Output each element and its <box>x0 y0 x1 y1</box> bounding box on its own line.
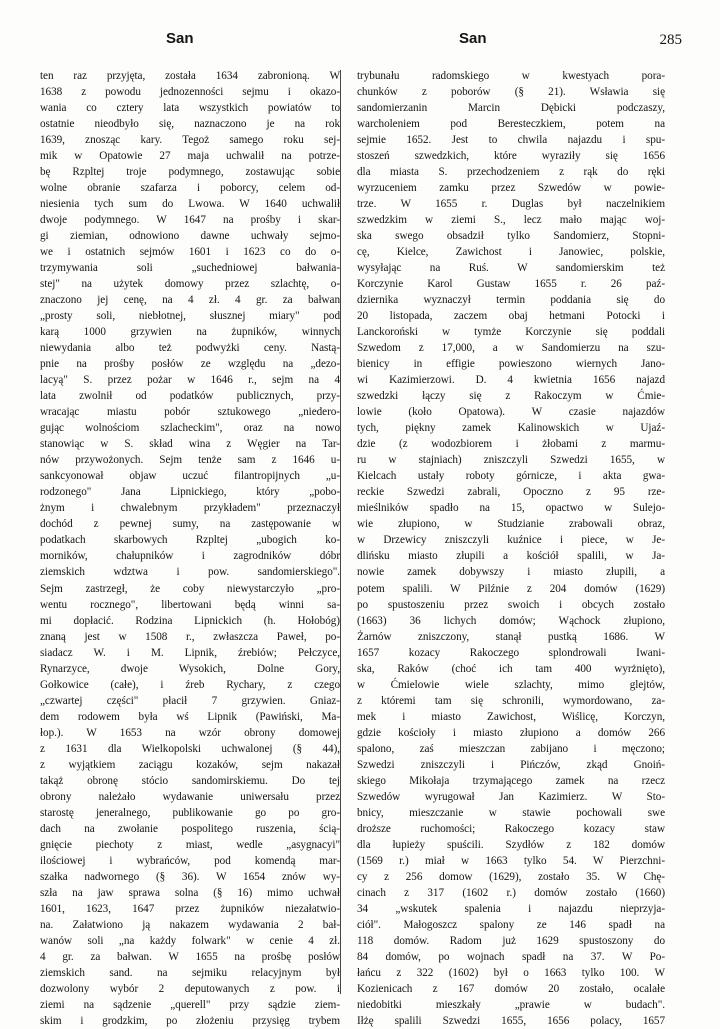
text-line: ilościowej i wybrańców, pod komendą mar- <box>40 854 340 867</box>
text-line: niewydania albo też podwyżki ceny. Nastą- <box>40 342 340 355</box>
text-line: ostatnie nieodbyło się, naznaczono je na rok <box>40 118 340 131</box>
text-line: tych, piękny zamek Kalinowskich w Ujaź- <box>357 422 665 435</box>
text-line: cy z 256 domow (1629), zostało 35. W Chę- <box>357 870 665 883</box>
text-line: gując wolnościom szlacheckim", oraz na nowo <box>40 422 340 435</box>
text-line: ziemskich wdztwa i pow. sandomierskiego". <box>40 566 340 579</box>
text-line: Iłżę spalili Szwedzi 1655, 1656 polacy, 1657 <box>357 1014 665 1027</box>
text-line: wracając miastu pobór sztukowego „niedero- <box>40 406 340 419</box>
text-line: 1601, 1623, 1647 przez żupników niezałatwio- <box>40 902 340 915</box>
text-line: na. Załatwiono ją nakazem wydawania 2 bał- <box>40 918 340 931</box>
text-line: 1657 kozacy Rakoczego splondrowali Iwani- <box>357 646 665 659</box>
text-line: dwoje podymnego. W 1647 na prośby i skar- <box>40 214 340 227</box>
text-line: Kielcach ustały roboty górnicze, i akta gwa- <box>357 470 665 483</box>
text-line: mieślników spadło na 15, opactwo w Sulejo- <box>357 502 665 515</box>
text-line: Sejm zastrzegł, że coby niewystarczyło „pro- <box>40 582 340 595</box>
text-line: Żarnów zniszczony, stanął pustką 1686. W <box>357 630 665 643</box>
text-line: trze. W 1655 r. Duglas był naczelnikiem <box>357 198 665 211</box>
text-line: (1569 r.) miał w 1663 tylko 54. W Pierzchni- <box>357 854 665 867</box>
text-line: w Ćmielowie wiele szlachty, mimo glejtów, <box>357 678 665 691</box>
text-line: spalono, zaś mieszczan zabijano i męczono; <box>357 742 665 755</box>
text-line: z wyjątkiem zaciągu kozaków, sejm nakazał <box>40 758 340 771</box>
text-line: trzymywania soli „suchedniowej bałwania- <box>40 262 340 275</box>
text-line: 118 domów. Radom już 1629 spustoszony do <box>357 934 665 947</box>
text-line: „prosty soli, niebłotnej, słusznej miary" pod <box>40 310 340 323</box>
running-header <box>0 30 720 54</box>
text-line: szwedzki łączy się z Rakoczym w Ćmie- <box>357 390 665 403</box>
text-line: szwedzkim w ziemi S., lecz mało mając woj- <box>357 214 665 227</box>
text-line: morników, chałupników i zagrodników dóbr <box>40 550 340 563</box>
text-line: Lanckoroński w tymże Korczynie się poddali <box>357 326 665 339</box>
text-line: cę, Kielce, Zawichost i Janowiec, polskie, <box>357 246 665 259</box>
text-line: Szwedom z 17,000, a w Sandomierzu na szu- <box>357 342 665 355</box>
text-line: karą 1000 grzywien na żupników, winnych <box>40 326 340 339</box>
text-line: dziernika wyznaczył termin poddania się do <box>357 294 665 307</box>
text-line: „czwartej części" płacił 7 grzywien. Gniaz- <box>40 694 340 707</box>
text-line: droższe ruchomości; Rakoczego kozacy staw <box>357 822 665 835</box>
text-line: pnie na prośby posłów ze względu na „dezo- <box>40 358 340 371</box>
header-left-title: San <box>166 30 194 47</box>
text-line: po spustoszeniu przez swoich i obcych zostało <box>357 598 665 611</box>
text-line: szła na jaw sprawa solna (§ 16) mimo uchwał <box>40 886 340 899</box>
column-divider <box>340 70 341 994</box>
text-line: dochód z pewnej sumy, na zastępowanie w <box>40 518 340 531</box>
text-line: dla miasta S. przechodzeniem z rąk do ręki <box>357 166 665 179</box>
text-line: Szwedzi zniszczyli i Pińczów, zkąd Gnoiń- <box>357 758 665 771</box>
text-line: niesienia tych sum do Lwowa. W 1640 uchwalił <box>40 198 340 211</box>
text-line: 34 „wskutek spalenia i najazdu nieprzyja- <box>357 902 665 915</box>
text-line: starostę jeneralnego, publikowanie go po gro- <box>40 806 340 819</box>
text-line: bę Rzpltej troje podymnego, zostawując sobie <box>40 166 340 179</box>
text-line: skim i grodzkim, po złożeniu przysięg trybem <box>40 1014 340 1027</box>
text-line: dem rodowem była wś Lipnik (Pawiński, Ma- <box>40 710 340 723</box>
text-line: gnięcie piechoty z miast, wedle „asygnacyi" <box>40 838 340 851</box>
text-line: Korczynie Karol Gustaw 1655 r. 26 paź- <box>357 278 665 291</box>
text-line: Gołkowice (całe), i źreb Rychary, z czego <box>40 678 340 691</box>
text-line: obrony należało wydawanie uniwersału przez <box>40 790 340 803</box>
text-line: gi ziemian, odnowiono dawne uchwały sejmo- <box>40 230 340 243</box>
text-line: żnym i chwalebnym przykładem" przeznaczył <box>40 502 340 515</box>
text-line: mek i miasto Zawichost, Wiślicę, Korczyn, <box>357 710 665 723</box>
text-line: stej" na użytek domowy przez szlachtę, o- <box>40 278 340 291</box>
text-line: we i ostatnich sejmów 1601 i 1623 co do o- <box>40 246 340 259</box>
text-line: ziemi na sądzenie „querell" przy sądzie ziem- <box>40 998 340 1011</box>
text-line: Szwedów wyrugował Jan Kazimierz. W Sto- <box>357 790 665 803</box>
text-line: sandomierzanin Marcin Dębicki podczaszy, <box>357 102 665 115</box>
text-line: wentu rocznego", libertowani będą winni sa- <box>40 598 340 611</box>
text-line: rodzonego" Jana Lipnickiego, który „pobo- <box>40 486 340 499</box>
text-line: dla łupieży spuścili. Szydłów z 182 domów <box>357 838 665 851</box>
text-line: wie złupiono, w Studzianie zrabowali obraz, <box>357 518 665 531</box>
text-line: Kozienicach z 167 domów 20 zostało, ocalałe <box>357 982 665 995</box>
text-line: nowie zamek dobywszy i miasto złupili, a <box>357 566 665 579</box>
text-line: stanowiąc w S. skład wina z Węgier na Tar- <box>40 438 340 451</box>
text-line: cinach z 317 (1602 r.) domów zostało (1660) <box>357 886 665 899</box>
text-line: dozwolony wybór 2 deputowanych z pow. i <box>40 982 340 995</box>
text-line: podatkach skarbowych Rzpltej „ubogich ko- <box>40 534 340 547</box>
text-line: lata zwolnił od podatków publicznych, przy- <box>40 390 340 403</box>
text-line: sankcyonował objaw uczuć filantropijnych „u- <box>40 470 340 483</box>
text-line: trybunału radomskiego w kwestyach pora- <box>357 70 665 82</box>
text-line: 20 listopada, zaczem obaj hetmani Potocki i <box>357 310 665 323</box>
text-line: siadacz W. i M. Lipnik, źrebiów; Pełczyce, <box>40 646 340 659</box>
text-line: chunków z poborów (§ 21). Wsławia się <box>357 86 665 99</box>
text-line: stoszeń szwedzkich, które wyraziły się 1656 <box>357 150 665 163</box>
text-line: łop.). W 1653 na wzór obrony domowej <box>40 726 340 739</box>
text-line: wysyłając na Ruś. W sandomierskim też <box>357 262 665 275</box>
text-line: Rynarzyce, dwoje Wysokich, Dolne Gory, <box>40 662 340 675</box>
text-line: sejmie 1652. Jest to chwila najazdu i spu- <box>357 134 665 147</box>
left-column-text <box>40 68 340 1029</box>
text-line: znaną jest w 1508 r., zwłaszcza Paweł, po- <box>40 630 340 643</box>
text-line: niedobitki mieszkały „prawie w budach". <box>357 998 665 1011</box>
text-line: łańcu z 322 (1602) był o 1663 tylko 100. W <box>357 966 665 979</box>
text-line: dlińsku miasto złupili a kościół spalili, w Ja- <box>357 550 665 563</box>
text-line: 84 domów, po wojnach spadł na 37. W Po- <box>357 950 665 963</box>
text-line: gdzie kościoły i miasto złupiono a domów 266 <box>357 726 665 739</box>
right-column-text <box>357 68 665 1029</box>
text-line: ziemskich sand. na sejmiku relacyjnym był <box>40 966 340 979</box>
page-number: 285 <box>659 32 682 48</box>
text-line: z 1631 dla Wielkopolski uchwalonej (§ 44), <box>40 742 340 755</box>
text-line: wolne obranie szafarza i poborcy, celem od- <box>40 182 340 195</box>
text-line: ru w stajniach) zniszczyli Szwedzi 1655, w <box>357 454 665 467</box>
text-line: 1638 z powodu jednozenności sejmu i okazo- <box>40 86 340 99</box>
text-line: takąż obronę stócio sandomirskiemu. Do tej <box>40 774 340 787</box>
text-line: lacyą" S. przez pożar w 1646 r., sejm na 4 <box>40 374 340 387</box>
text-line: z któremi tam się schronili, wymordowano, za- <box>357 694 665 707</box>
text-line: wanów soli „na każdy folwark" w cenie 4 zł. <box>40 934 340 947</box>
text-line: ciół". Małogoszcz spalony ze 146 spadł na <box>357 918 665 931</box>
text-line: wania co cztery lata wszystkich powiatów to <box>40 102 340 115</box>
text-line: mik w Opatowie 27 maja uchwalił na potrze- <box>40 150 340 163</box>
text-line: reckie Szwedzi zabrali, Opoczno z 95 rze- <box>357 486 665 499</box>
text-line: lowie (koło Opatowa). W czasie najazdów <box>357 406 665 419</box>
text-line: dach na zwołanie pospolitego ruszenia, ścią- <box>40 822 340 835</box>
text-line: potem spalili. W Pilźnie z 204 domów (1629) <box>357 582 665 595</box>
text-line: bnicy, mieszczanie w stawie pochowali swe <box>357 806 665 819</box>
text-line: w Drzewicy zniszczyli kuźnice i piece, w Je- <box>357 534 665 547</box>
text-line: mi dopłacić. Rodzina Lipnickich (h. Hołobóg) <box>40 614 340 627</box>
header-right-title: San <box>459 30 487 47</box>
text-line: szałka nadwornego (§ 36). W 1654 znów wy- <box>40 870 340 883</box>
text-line: ten raz przyjęta, została 1634 zabronioną. W <box>40 70 340 82</box>
text-line: dzie (z wodozbiorem i żłobami z marmu- <box>357 438 665 451</box>
text-line: 1639, znosząc kary. Tegoż samego roku sej- <box>40 134 340 147</box>
text-line: wyrzuceniem zamku przez Szwedów w powie- <box>357 182 665 195</box>
text-line: bienicy in effigie powieszono wiernych Jano- <box>357 358 665 371</box>
text-line: 4 gr. za bałwan. W 1655 na prośbę posłów <box>40 950 340 963</box>
text-line: ska swego obsadził tylko Sandomierz, Stopni- <box>357 230 665 243</box>
text-line: (1663) 36 lichych domów; Wąchock złupiono, <box>357 614 665 627</box>
text-line: nów przywożonych. Sejm tenże sam z 1646 u- <box>40 454 340 467</box>
text-line: warcholeniem pod Beresteczkiem, potem na <box>357 118 665 131</box>
text-line: ska, Raków (choć ich tam 400 wyrżnięto), <box>357 662 665 675</box>
text-line: znaczono jej cenę, na 4 zł. 4 gr. za bałwan <box>40 294 340 307</box>
text-line: wi Kazimierzowi. D. 4 kwietnia 1656 najazd <box>357 374 665 387</box>
text-line: skiego Mikołaja trzymającego zamek na rzecz <box>357 774 665 787</box>
